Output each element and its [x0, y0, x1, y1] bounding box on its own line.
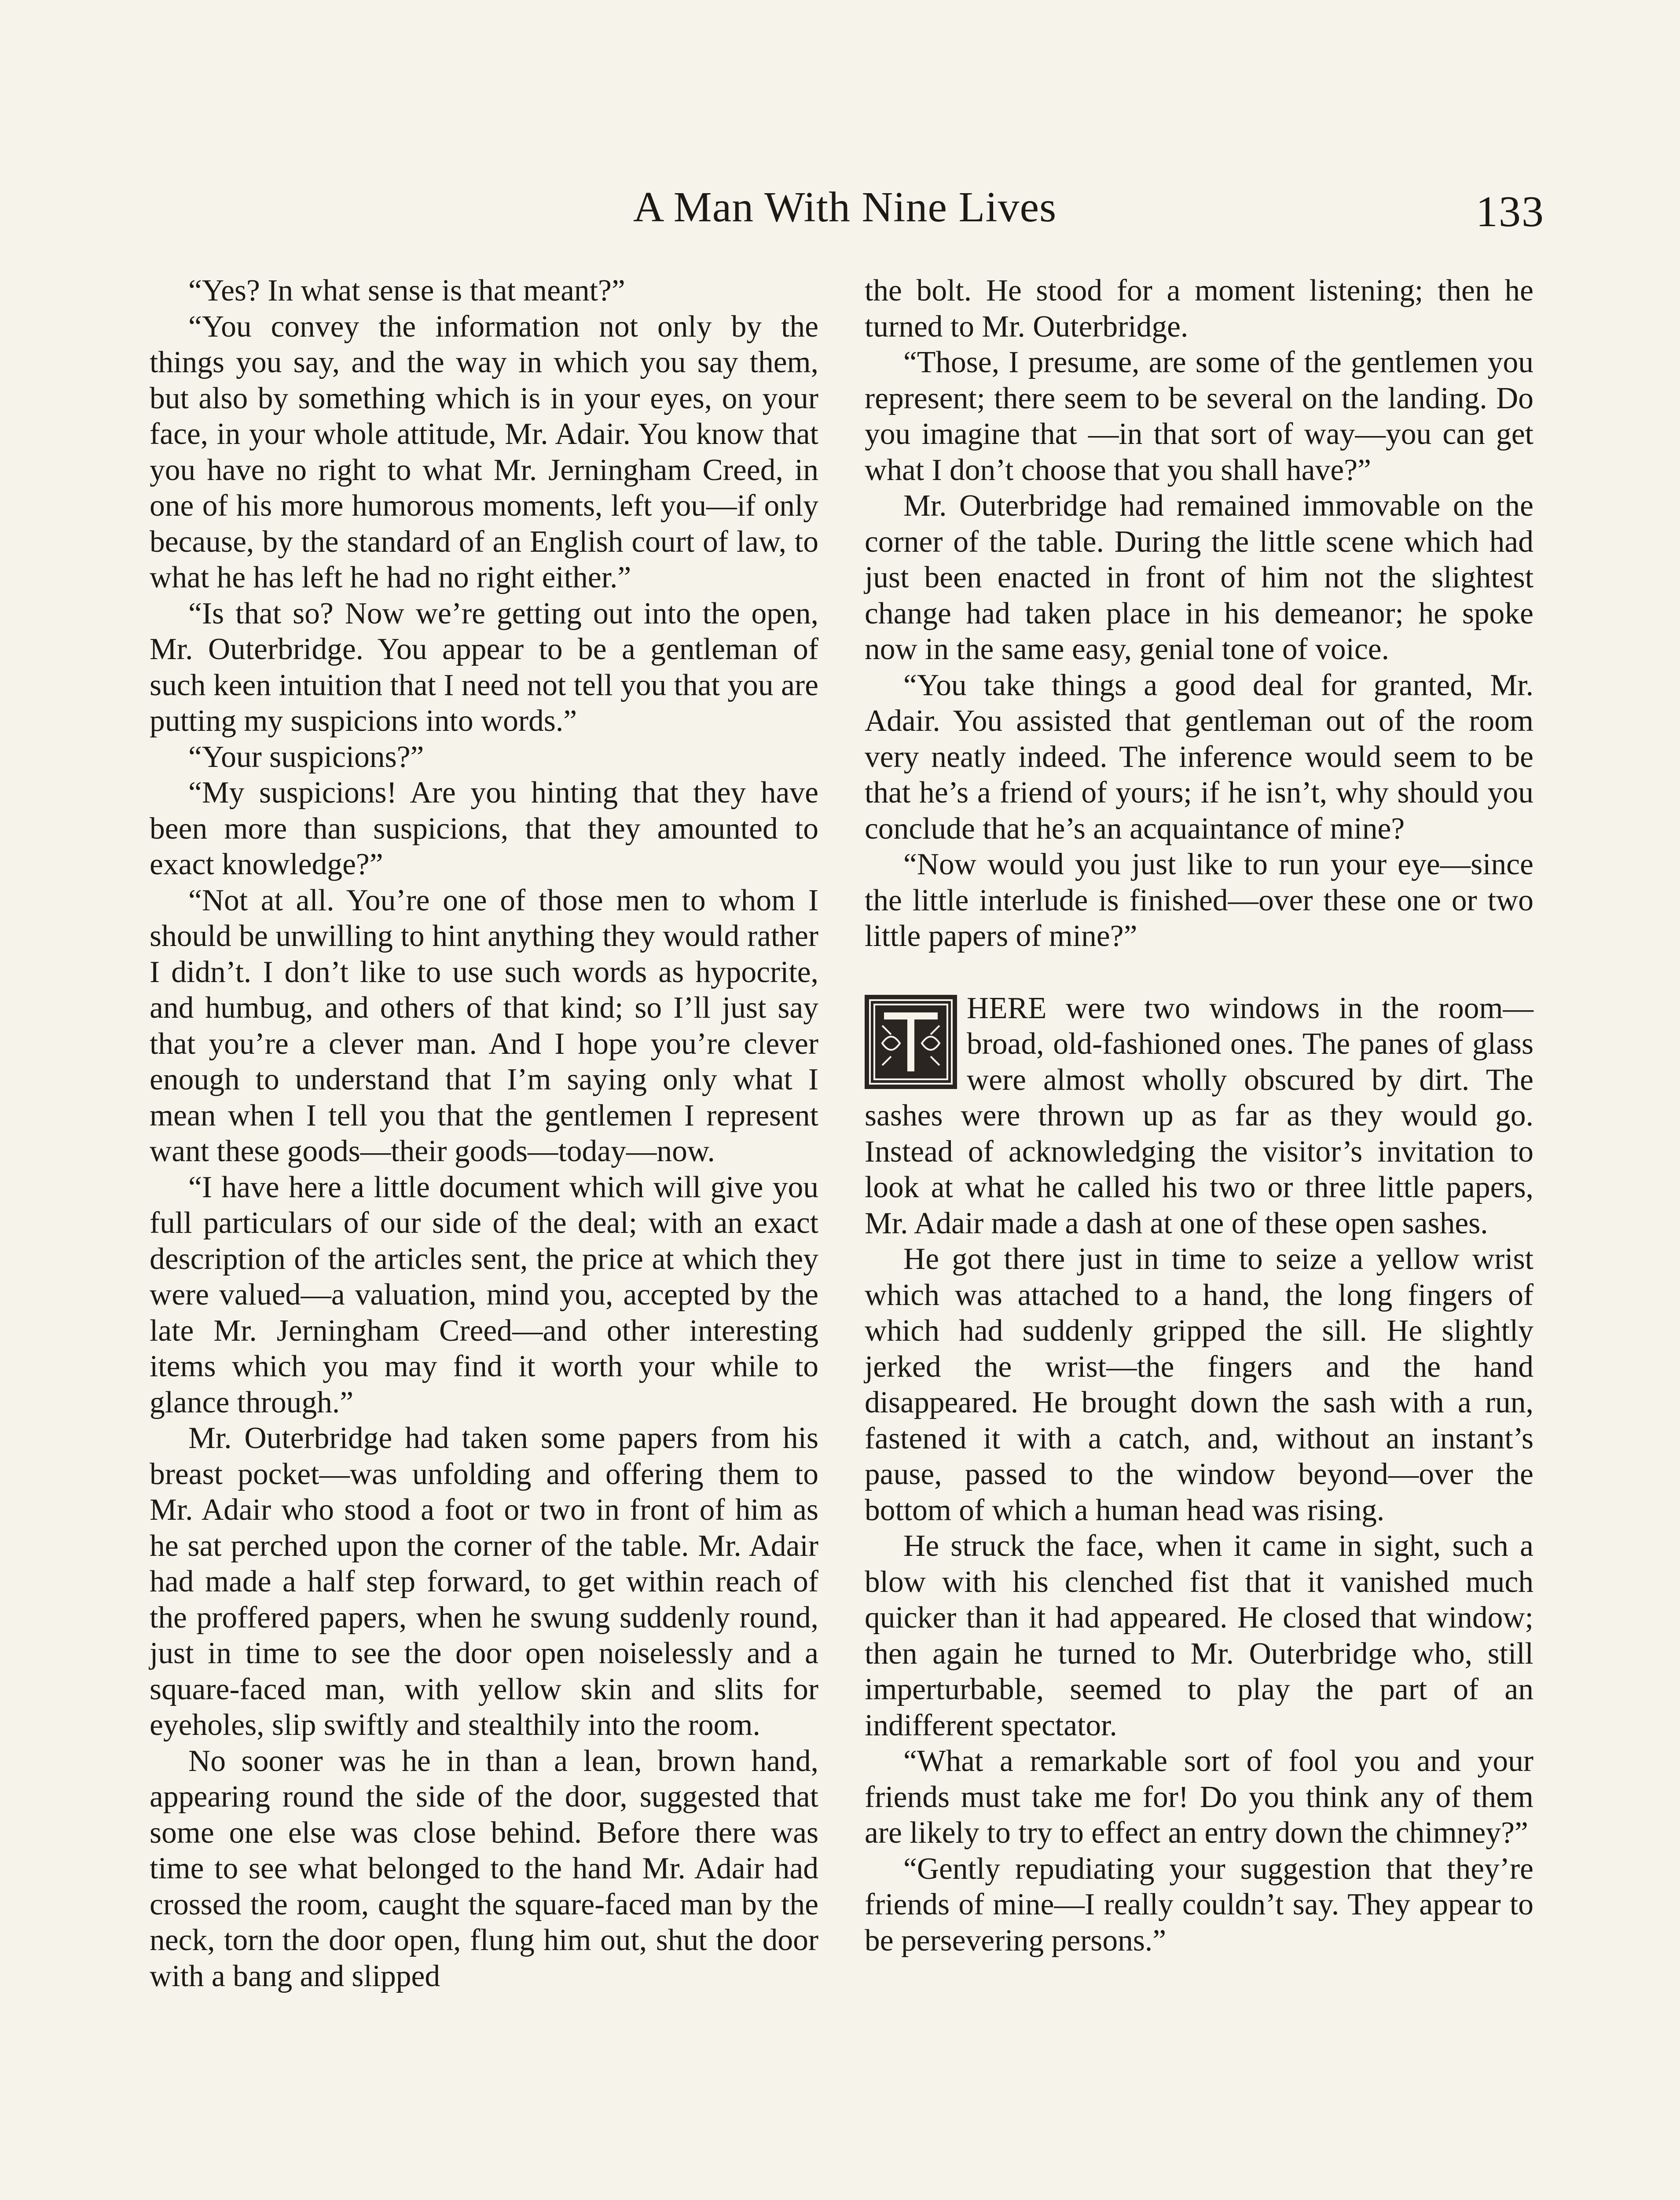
- paragraph: “You convey the information not only by the things you say, and the way in which you say them, but also by something which is in your eyes, on your face, in your whole attitude, Mr. Adair. You know that you have no right to what Mr. Jerningham Creed, in one of his more humorous moments, left you—if only because, by the standard of an English court of law, to what he has left he had no right either.”: [150, 309, 818, 594]
- paragraph: He got there just in time to seize a yellow wrist which was attached to a hand, the long fingers of which had suddenly gripped the sill. He slightly jerked the wrist—the fingers and the hand disappeared. He brought down the sash with a run, fastened it with a catch, and, without an instant’s pause, passed to the window beyond—over the bottom of which a human head was rising.: [865, 1242, 1533, 1527]
- ornament-icon: [865, 995, 957, 1089]
- paragraph: “Your suspicions?”: [188, 740, 424, 774]
- paragraph: “My suspicions! Are you hinting that they have been more than suspicions, that they amounted to exact knowledge?”: [150, 776, 818, 881]
- paragraph: “Not at all. You’re one of those men to whom I should be unwilling to hint anything they would rather I didn’t. I don’t like to use such words as hypocrite, and humbug, and others of that kind; so I’ll just say that you’re a clever man. And I hope you’re clever enough to understand that I’m saying only what I mean when I tell you that the gentlemen I represent want these goods—their goods—today—now.: [150, 883, 818, 1168]
- paragraph: Mr. Outerbridge had remained immovable on the corner of the table. During the little scene which had just been enacted in front of him not the slightest change had taken place in his demeanor; he spoke now in the same easy, genial tone of voice.: [865, 489, 1533, 666]
- dropcap-paragraph-text: HERE were two windows in the room—broad, old-fashioned ones. The panes of glass were almost wholly obscured by dirt. The sashes were thrown up as far as they would go. Instead of acknowledging the visitor’s invitation to look at what he called his two or three little papers, Mr. Adair made a dash at one of these open sashes.: [865, 991, 1533, 1240]
- paragraph: No sooner was he in than a lean, brown hand, appearing round the side of the door, suggested that some one else was close behind. Before there was time to see what belonged to the hand Mr. Adair had crossed the room, caught the square-faced man by the neck, torn the door open, flung him out, shut the door with a bang and slipped: [150, 1744, 818, 1993]
- paragraph: “You take things a good deal for granted, Mr. Adair. You assisted that gentleman out of the room very neatly indeed. The inference would seem to be that he’s a friend of yours; if he isn’t, why should you conclude that he’s an acquaintance of mine?: [865, 668, 1533, 846]
- paragraph: “What a remarkable sort of fool you and your friends must take me for! Do you think any of them are likely to try to effect an entry down the chimney?”: [865, 1744, 1533, 1850]
- paragraph: He struck the face, when it came in sight, such a blow with his clenched fist that it vanished much quicker than it had appeared. He closed that window; then again he turned to Mr. Outerbridge who, still imperturbable, seemed to play the part of an indifferent spectator.: [865, 1529, 1533, 1742]
- paragraph: “Gently repudiating your suggestion that they’re friends of mine—I really couldn’t say. They appear to be persevering persons.”: [865, 1852, 1533, 1958]
- page-number: 133: [1476, 187, 1544, 236]
- right-column: [865, 273, 1533, 1958]
- decorative-dropcap-icon: [865, 995, 957, 1089]
- paragraph: “Yes? In what sense is that meant?”: [188, 274, 625, 308]
- left-column: [150, 273, 818, 1994]
- running-title: A Man With Nine Lives: [633, 183, 1057, 231]
- paragraph: “Is that so? Now we’re getting out into the open, Mr. Outerbridge. You appear to be a gentleman of such keen intuition that I need not tell you that you are putting my suspicions into words.”: [150, 596, 818, 738]
- section-opening-paragraph: [865, 990, 1533, 1242]
- paragraph: “I have here a little document which will give you full particulars of our side of the deal; with an exact description of the articles sent, the price at which they were valued—a valuation, mind you, accepted by the late Mr. Jerningham Creed—and other interesting items which you may find it worth your while to glance through.”: [150, 1170, 818, 1419]
- paragraph: “Those, I presume, are some of the gentlemen you represent; there seem to be several on the landing. Do you imagine that —in that sort of way—you can get what I don’t choose that you shall have?”: [865, 345, 1533, 487]
- page-header: [150, 178, 1544, 244]
- continued-paragraph: the bolt. He stood for a moment listening; then he turned to Mr. Outerbridge.: [865, 274, 1533, 344]
- paragraph: Mr. Outerbridge had taken some papers from his breast pocket—was unfolding and offering them to Mr. Adair who stood a foot or two in front of him as he sat perched upon the corner of the table. Mr. Adair had made a half step forward, to get within reach of the proffered papers, when he swung suddenly round, just in time to see the door open noiselessly and a square-faced man, with yellow skin and slits for eyeholes, slip swiftly and stealthily into the room.: [150, 1421, 818, 1742]
- paragraph: “Now would you just like to run your eye—since the little interlude is finished—over these one or two little papers of mine?”: [865, 847, 1533, 953]
